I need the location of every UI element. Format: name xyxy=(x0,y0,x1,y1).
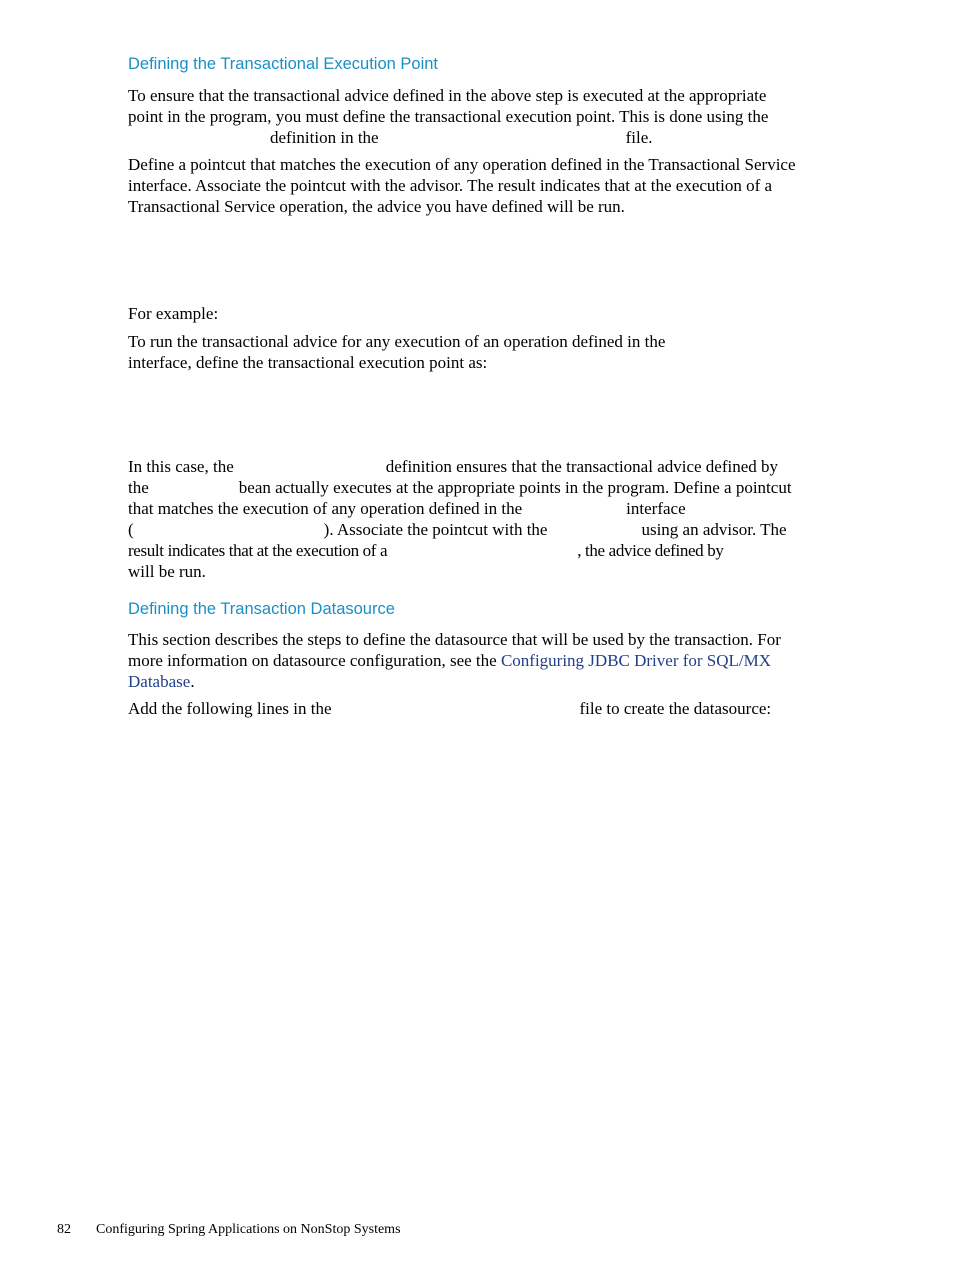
paragraph-in-this-case xyxy=(128,456,870,582)
text-line: To ensure that the transactional advice defined in the above step is executed at the appropriate xyxy=(128,86,767,105)
link-jdbc-driver-config[interactable]: Configuring JDBC Driver for SQL/MX xyxy=(500,651,772,670)
text-line: Database. xyxy=(128,672,195,691)
text-line: more information on datasource configuration, see the Configuring JDBC Driver for SQL/MX xyxy=(128,651,772,670)
paragraph-datasource-intro xyxy=(128,629,870,692)
text-line: Define a pointcut that matches the execution of any operation defined in the Transactional Service xyxy=(128,155,796,174)
paragraph-add-lines xyxy=(128,698,870,719)
text-line: result indicates that at the execution of a , the advice defined by xyxy=(128,541,724,560)
paragraph-define-pointcut xyxy=(128,154,870,217)
text-line: Transactional Service operation, the advice you have defined will be run. xyxy=(128,197,625,216)
footer-title: Configuring Spring Applications on NonStop Systems xyxy=(96,1222,401,1237)
link-jdbc-driver-config-cont[interactable]: Database xyxy=(128,672,191,691)
text-line: ( ). Associate the pointcut with the using an advisor. The xyxy=(128,520,787,539)
paragraph-run-advice xyxy=(128,331,870,373)
paragraph-for-example xyxy=(128,303,870,324)
section-heading-execution-point: Defining the Transactional Execution Point xyxy=(128,55,439,73)
text-line: Add the following lines in the file to create the datasource: xyxy=(128,699,772,718)
text-line: In this case, the definition ensures that the transactional advice defined by xyxy=(128,457,779,476)
page-number: 82 xyxy=(57,1222,71,1237)
page-footer xyxy=(57,1222,401,1238)
text-line: interface. Associate the pointcut with the advisor. The result indicates that at the execution of a xyxy=(128,176,773,195)
text-line: For example: xyxy=(128,304,219,323)
text-line: that matches the execution of any operation defined in the interface xyxy=(128,499,686,518)
text-line: the bean actually executes at the appropriate points in the program. Define a pointcut xyxy=(128,478,792,497)
paragraph-execution-point-intro xyxy=(128,85,870,148)
section-heading-datasource: Defining the Transaction Datasource xyxy=(128,600,395,618)
text-line: definition in the file. xyxy=(270,128,653,147)
text-line: point in the program, you must define the transactional execution point. This is done using the xyxy=(128,107,769,126)
text-line: interface, define the transactional execution point as: xyxy=(128,353,488,372)
text-line: will be run. xyxy=(128,562,206,581)
text-line: This section describes the steps to define the datasource that will be used by the transaction. For xyxy=(128,630,781,649)
text-line: To run the transactional advice for any execution of an operation defined in the xyxy=(128,332,666,351)
